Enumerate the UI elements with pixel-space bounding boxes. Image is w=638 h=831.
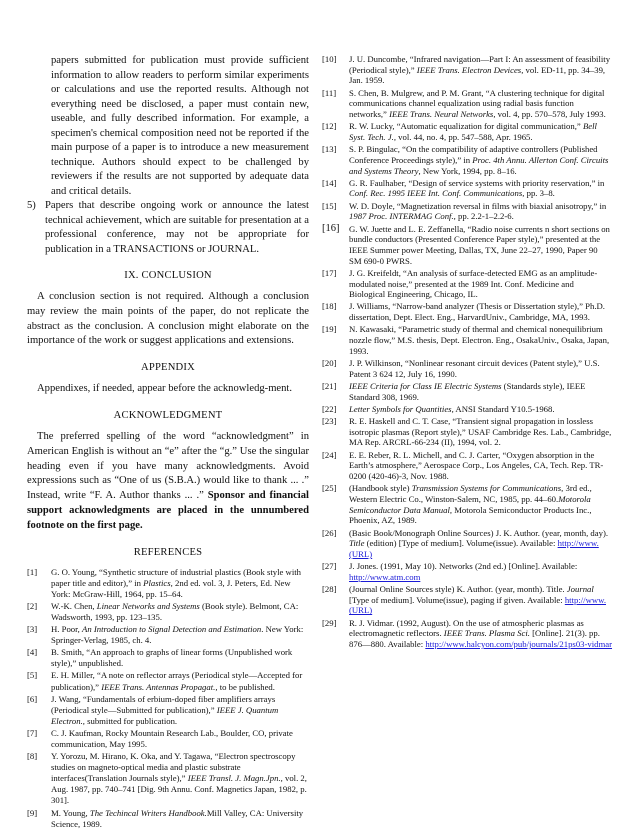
reference-text bbox=[349, 416, 612, 448]
reference-pre: J. P. Wilkinson, “Nonlinear resonant circuit devices (Patent style),” U.S. Patent 3 624 12, July 16, 1990. bbox=[349, 357, 600, 379]
reference-pre: E. H. Miller, “A note on reflector arrays (Periodical style—Accepted for publication),” bbox=[51, 670, 303, 692]
reference-item bbox=[322, 224, 612, 267]
reference-text bbox=[349, 301, 612, 322]
reference-text bbox=[51, 694, 309, 727]
appendix-heading: APPENDIX bbox=[141, 362, 195, 374]
reference-pre: (Handbook style) bbox=[349, 483, 412, 494]
reference-text bbox=[349, 381, 612, 402]
reference-item bbox=[322, 358, 612, 379]
reference-item bbox=[27, 647, 309, 669]
reference-it: IEEE Trans. Electron Devices bbox=[416, 64, 522, 75]
reference-it: IEEE J. Quantum Electron. bbox=[51, 704, 279, 726]
reference-item bbox=[27, 728, 309, 750]
reference-text bbox=[349, 144, 612, 176]
left-column bbox=[27, 54, 309, 831]
reference-item bbox=[322, 404, 612, 415]
reference-it: Transmission Systems for Communications bbox=[411, 483, 562, 494]
reference-number: [1] bbox=[27, 566, 38, 577]
list-item-text: Papers that describe ongoing work or announce the latest technical achievement, which are suitable for presentation at a professional conference, may not be appropriate for publication in a TRANSACTIONS or JOURNAL. bbox=[45, 200, 309, 255]
reference-post: , vol. 2, Aug. 1987, pp. 740–741 [Dig. 9th Annu. Conf. Magnetics Japan, 1982, p. 301]. bbox=[51, 773, 307, 806]
reference-item bbox=[322, 528, 612, 560]
reference-item bbox=[27, 751, 309, 806]
reference-item bbox=[27, 567, 309, 600]
reference-item bbox=[27, 670, 309, 692]
reference-pre: J. Jones. (1991, May 10). Networks (2nd ed.) [Online]. Available: bbox=[349, 561, 578, 572]
acknowledgment-paragraph bbox=[27, 430, 309, 534]
reference-text bbox=[349, 483, 612, 526]
acknowledgment-heading: ACKNOWLEDGMENT bbox=[113, 409, 223, 421]
reference-item bbox=[322, 450, 612, 482]
reference-number: [26] bbox=[322, 527, 337, 538]
reference-pre: N. Kawasaki, “Parametric study of thermal and chemical nonequilibrium nozzle flow,” M.S. thesis, Dept. Electron. Eng., OsakaUniv., Osaka, Japan, 1993. bbox=[349, 324, 610, 356]
reference-link[interactable]: http://www.halcyon.com/pub/journals/21ps03-vidmar bbox=[425, 639, 613, 650]
conclusion-paragraph: A conclusion section is not required. Although a conclusion may review the main points of the paper, do not replicate the abstract as the conclusion. A conclusion might elaborate on the importance of the work or suggest applications and extensions. bbox=[27, 291, 309, 347]
reference-text bbox=[51, 751, 309, 806]
list-item-5 bbox=[27, 199, 309, 257]
appendix-paragraph: Appendixes, if needed, appear before the acknowledg-ment. bbox=[37, 383, 293, 395]
reference-text bbox=[349, 584, 612, 616]
reference-item bbox=[322, 144, 612, 176]
reference-item bbox=[322, 584, 612, 616]
reference-item bbox=[322, 381, 612, 402]
reference-text bbox=[51, 647, 309, 669]
reference-number: [29] bbox=[322, 617, 337, 628]
reference-number: [19] bbox=[322, 324, 337, 335]
reference-item bbox=[322, 416, 612, 448]
reference-pre: M. Young, bbox=[51, 807, 90, 818]
reference-text bbox=[349, 618, 612, 650]
reference-item bbox=[322, 88, 612, 120]
reference-number: [2] bbox=[27, 600, 38, 611]
reference-text bbox=[349, 201, 612, 222]
reference-post: , vol. 44, no. 4, pp. 547–588, Apr. 1965. bbox=[393, 131, 533, 142]
references-list-left bbox=[27, 567, 309, 830]
reference-item bbox=[27, 808, 309, 830]
reference-it: Journal bbox=[566, 584, 594, 595]
reference-it: The Techincal Writers Handbook. bbox=[89, 807, 207, 818]
reference-pre: S. P. Bingulac, “On the compatibility of adaptive controllers (Published Conference Proceedings style),” in bbox=[349, 144, 598, 165]
reference-pre: W. D. Doyle, “Magnetization reversal in films with biaxial anisotropy,” in bbox=[349, 200, 607, 211]
reference-it: 1987 Proc. INTERMAG Conf. bbox=[349, 211, 454, 222]
reference-text bbox=[51, 670, 309, 692]
reference-item bbox=[322, 483, 612, 526]
reference-text bbox=[349, 324, 612, 356]
reference-pre: G. R. Faulhaber, “Design of service systems with priority reservation,” in bbox=[349, 177, 605, 188]
acknowledgment-text: The preferred spelling of the word “acknowledgment” in American English is without an “e” after the “g.” Use the singular heading even if you have many acknowledgments. Avoid expressions such as “One of us (S.B.A.) would like to thank ... .” Instead, write “F. A. Author thanks ... .” bbox=[27, 430, 309, 502]
reference-pre: B. Smith, “An approach to graphs of linear forms (Unpublished work style),” unpublished. bbox=[51, 647, 293, 669]
reference-text bbox=[51, 728, 309, 750]
references-heading: REFERENCES bbox=[133, 546, 203, 558]
reference-text bbox=[51, 808, 309, 830]
reference-pre: R. J. Vidmar. (1992, August). On the use of atmospheric plasmas as electromagnetic reflectors. bbox=[349, 617, 584, 639]
reference-post: , New York, 1994, pp. 8–16. bbox=[418, 165, 517, 176]
reference-text bbox=[349, 224, 612, 267]
reference-pre: G. W. Juette and L. E. Zeffanella, “Radio noise currents n short sections on bundle conductors (Presented Conference Paper style),” presented at the IEEE Summer power Meeting, Dallas, TX, June 22–27, 1990, Paper 90 SM 690-0 PWRS. bbox=[349, 223, 610, 266]
reference-it: IEEE Trans. Plasma Sci. bbox=[443, 628, 530, 639]
reference-text bbox=[349, 404, 612, 415]
reference-pre: J. U. Duncombe, “Infrared navigation—Part I: An assessment of feasibility (Periodical style),” bbox=[349, 54, 611, 75]
reference-post: . New York: Springer-Verlag, 1985, ch. 4. bbox=[51, 624, 304, 646]
reference-it: IEEE Trans. Neural Networks bbox=[389, 109, 494, 120]
reference-pre: J. G. Kreifeldt, “An analysis of surface-detected EMG as an amplitude-modulated noise,” presented at the 1989 Int. Conf. Medicine and Biological Engineering, Chicago, IL. bbox=[349, 267, 598, 300]
reference-post: , 2nd ed. vol. 3, J. Peters, Ed. New York: McGraw-Hill, 1964, pp. 15–64. bbox=[51, 577, 291, 599]
reference-post: , submitted for publication. bbox=[82, 715, 178, 726]
reference-text bbox=[51, 601, 309, 623]
reference-it: Linear Networks and Systems bbox=[96, 600, 200, 611]
reference-pre: (Basic Book/Monograph Online Sources) J. K. Author. (year, month, day). bbox=[349, 527, 609, 538]
reference-number: [25] bbox=[322, 483, 337, 494]
reference-number: [23] bbox=[322, 416, 337, 426]
references-list-right bbox=[322, 54, 612, 650]
reference-it: IEEE Trans. Antennas Propagat. bbox=[101, 681, 216, 692]
reference-post: , to be published. bbox=[215, 681, 275, 692]
reference-item bbox=[322, 268, 612, 300]
list-item-4-continuation: papers submitted for publication must provide sufficient information to allow readers to perform similar experiments or calculations and use the reported results. Although not everything need be disclosed, a paper must contain new, useable, and fully described information. For example, a specimen's chemical composition need not be reported if the main purpose of a paper is to introduce a new measurement technique. Authors should expect to be challenged by reviewers if the results are not supported by adequate data and critical details. bbox=[51, 55, 309, 197]
reference-post2: , Motorola Semiconductor Products Inc., Phoenix, AZ, 1989. bbox=[349, 504, 592, 526]
reference-pre: Y. Yorozu, M. Hirano, K. Oka, and Y. Tagawa, “Electron spectroscopy studies on magneto-optical media and plastic substrate interfaces(Translation Journals style),” bbox=[51, 751, 296, 784]
reference-item bbox=[322, 121, 612, 142]
reference-item bbox=[322, 561, 612, 582]
reference-text bbox=[349, 561, 612, 582]
reference-number: [17] bbox=[322, 267, 337, 278]
reference-it: Plastics bbox=[143, 577, 171, 588]
reference-post: , 3rd ed., Western Electric Co., Winston-Salem, NC, 1985, pp. 44–60. bbox=[349, 483, 592, 504]
reference-number: [12] bbox=[322, 121, 337, 132]
reference-text bbox=[349, 268, 612, 300]
reference-number: [27] bbox=[322, 561, 337, 572]
reference-it: Bell Syst. Tech. J. bbox=[349, 121, 597, 142]
reference-text bbox=[349, 88, 612, 120]
reference-it: IEEE Criteria for Class IE Electric Systems bbox=[349, 380, 502, 391]
list-item-number: 5) bbox=[27, 200, 36, 211]
reference-text bbox=[51, 624, 309, 646]
right-column bbox=[322, 54, 612, 651]
reference-pre: S. Chen, B. Mulgrew, and P. M. Grant, “A clustering technique for digital communications channel equalization using radial basis function networks,” bbox=[349, 87, 605, 120]
reference-pre: R. E. Haskell and C. T. Case, “Transient signal propagation in lossless isotropic plasmas (Report style),” USAF Cambridge Res. Lab., Cambridge, MA Rep. ARCRL-66-234 (II), 1994, vol. 2. bbox=[349, 416, 612, 448]
reference-item bbox=[322, 201, 612, 222]
reference-item bbox=[322, 301, 612, 322]
reference-number: [16] bbox=[322, 222, 340, 234]
reference-post: Mill Valley, CA: University Science, 1989. bbox=[51, 807, 304, 829]
reference-item bbox=[27, 601, 309, 623]
reference-it: Letter Symbols for Quantities bbox=[349, 403, 452, 414]
reference-pre: J. Wang, “Fundamentals of erbium-doped fiber amplifiers arrays (Periodical style—Submitted for publication),” bbox=[51, 693, 276, 715]
reference-post: [Type of medium]. Volume(issue), paging if given. Available: bbox=[349, 594, 565, 605]
reference-post: , pp. 3–8. bbox=[522, 188, 555, 199]
reference-number: [4] bbox=[27, 647, 38, 658]
reference-link[interactable]: http://www.(URL) bbox=[349, 538, 599, 559]
reference-it: Title bbox=[349, 538, 365, 549]
reference-pre: J. Williams, “Narrow-band analyzer (Thesis or Dissertation style),” Ph.D. dissertation, Dept. Elect. Eng., HarvardUniv., Cambridge, MA, 1993. bbox=[349, 301, 605, 323]
reference-pre: H. Poor, bbox=[51, 624, 83, 635]
reference-item bbox=[27, 694, 309, 727]
reference-pre: C. J. Kaufman, Rocky Mountain Research Lab., Boulder, CO, private communication, May 1995. bbox=[51, 727, 293, 749]
reference-number: [8] bbox=[27, 751, 38, 762]
reference-pre: W.-K. Chen, bbox=[51, 600, 97, 611]
reference-number: [15] bbox=[322, 200, 337, 211]
reference-it: Proc. 4th Annu. Allerton Conf. Circuits and Systems Theory bbox=[349, 154, 609, 176]
reference-number: [24] bbox=[322, 449, 337, 460]
reference-item bbox=[322, 178, 612, 199]
reference-number: [14] bbox=[322, 177, 337, 188]
reference-link[interactable]: http://www.(URL) bbox=[349, 594, 606, 616]
reference-pre: E. E. Reber, R. L. Michell, and C. J. Carter, “Oxygen absorption in the Earth’s atmosphere,” Aerospace Corp., Los Angeles, CA, Tech. Rep. TR-0200 (420-46)-3, Nov. 1988. bbox=[349, 449, 604, 482]
reference-post: (edition) [Type of medium]. Volume(issue). Available: bbox=[364, 538, 558, 549]
reference-number: [6] bbox=[27, 693, 38, 704]
reference-number: [10] bbox=[322, 54, 337, 64]
reference-text bbox=[349, 178, 612, 199]
reference-number: [3] bbox=[27, 624, 38, 635]
reference-text bbox=[51, 567, 309, 600]
acknowledgment-bold-text: Sponsor and financial support acknowledgments are placed in the unnumbered footnote on the first page. bbox=[27, 490, 309, 531]
reference-item bbox=[322, 324, 612, 356]
reference-pre: G. O. Young, “Synthetic structure of industrial plastics (Book style with paper title and editor),” in bbox=[51, 566, 301, 588]
reference-pre: (Journal Online Sources style) K. Author. (year, month). Title. bbox=[349, 584, 567, 595]
reference-pre: R. W. Lucky, “Automatic equalization for digital communication,” bbox=[349, 121, 583, 132]
reference-number: [7] bbox=[27, 727, 38, 738]
reference-text bbox=[349, 121, 612, 142]
reference-it: Conf. Rec. 1995 IEEE Int. Conf. Communications bbox=[349, 188, 523, 199]
reference-it2: Motorola Semiconductor Data Manual bbox=[349, 493, 591, 515]
reference-post: (Standards style), IEEE Standard 308, 1969. bbox=[349, 380, 586, 402]
reference-text bbox=[349, 358, 612, 379]
reference-number: [21] bbox=[322, 380, 337, 391]
reference-post: (Book style). Belmont, CA: Wadsworth, 1993, pp. 123–135. bbox=[51, 600, 299, 622]
reference-number: [20] bbox=[322, 357, 337, 368]
reference-item bbox=[322, 54, 612, 86]
reference-number: [18] bbox=[322, 301, 337, 312]
reference-it: IEEE Transl. J. Magn.Jpn. bbox=[187, 773, 281, 784]
reference-text bbox=[349, 450, 612, 482]
reference-item bbox=[322, 618, 612, 650]
reference-number: [13] bbox=[322, 144, 337, 155]
reference-post: [Online]. 21(3). pp. 876—880. Available: bbox=[349, 628, 600, 650]
reference-item bbox=[27, 624, 309, 646]
reference-number: [9] bbox=[27, 807, 38, 818]
reference-post: , vol. ED-11, pp. 34–39, Jan. 1959. bbox=[349, 64, 606, 86]
reference-it: An Introduction to Signal Detection and Estimation bbox=[82, 624, 262, 635]
reference-link[interactable]: http://www.atm.com bbox=[349, 571, 421, 582]
reference-number: [5] bbox=[27, 670, 38, 681]
reference-number: [22] bbox=[322, 403, 337, 414]
reference-number: [28] bbox=[322, 584, 337, 595]
reference-text bbox=[349, 528, 612, 560]
reference-text bbox=[349, 54, 612, 86]
reference-post: , ANSI Standard Y10.5-1968. bbox=[451, 403, 555, 414]
reference-post: , vol. 4, pp. 570–578, July 1993. bbox=[493, 109, 606, 120]
conclusion-heading: IX. CONCLUSION bbox=[124, 270, 212, 281]
reference-number: [11] bbox=[322, 87, 337, 98]
reference-post: , pp. 2.2-1–2.2-6. bbox=[453, 211, 514, 222]
